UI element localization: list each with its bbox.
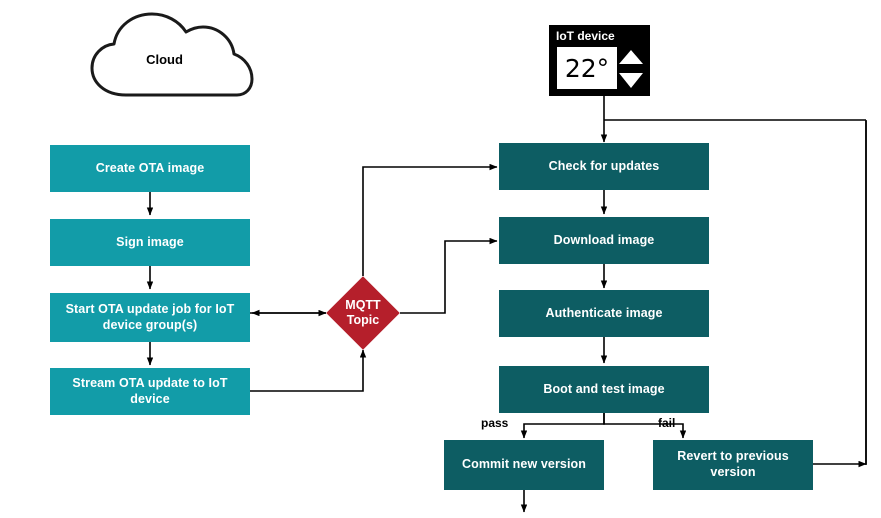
node-label: Stream OTA update to IoT device [72, 375, 228, 406]
node-label: Start OTA update job for IoT device group(s) [65, 301, 235, 332]
node-label: Sign image [116, 234, 184, 249]
iot-device-temperature: 22° [557, 47, 617, 89]
node-sign-image[interactable] [50, 219, 250, 266]
node-label: Commit new version [461, 457, 587, 472]
node-stream-ota-update[interactable] [50, 368, 250, 415]
edge-label-pass: pass [481, 416, 509, 430]
iot-device-title: IoT device [556, 29, 615, 43]
cloud-label: Cloud [146, 52, 183, 67]
edge-label-fail: fail [658, 416, 676, 430]
node-label: Revert to previous version [677, 449, 789, 479]
node-label: Check for updates [548, 158, 660, 173]
node-authenticate-image[interactable] [499, 290, 709, 337]
node-boot-and-test-image[interactable] [499, 366, 709, 413]
node-revert-to-previous-version[interactable] [653, 440, 813, 490]
node-download-image[interactable] [499, 217, 709, 264]
node-check-for-updates[interactable] [499, 143, 709, 190]
mqtt-topic-label: MQTT Topic [345, 298, 381, 327]
node-start-ota-update-job[interactable] [50, 293, 250, 342]
node-label: Download image [553, 232, 655, 247]
node-create-ota-image[interactable] [50, 145, 250, 192]
node-label: Authenticate image [545, 305, 663, 320]
node-label: Boot and test image [543, 381, 665, 396]
node-label: Create OTA image [95, 160, 205, 175]
node-commit-new-version[interactable] [444, 440, 604, 490]
